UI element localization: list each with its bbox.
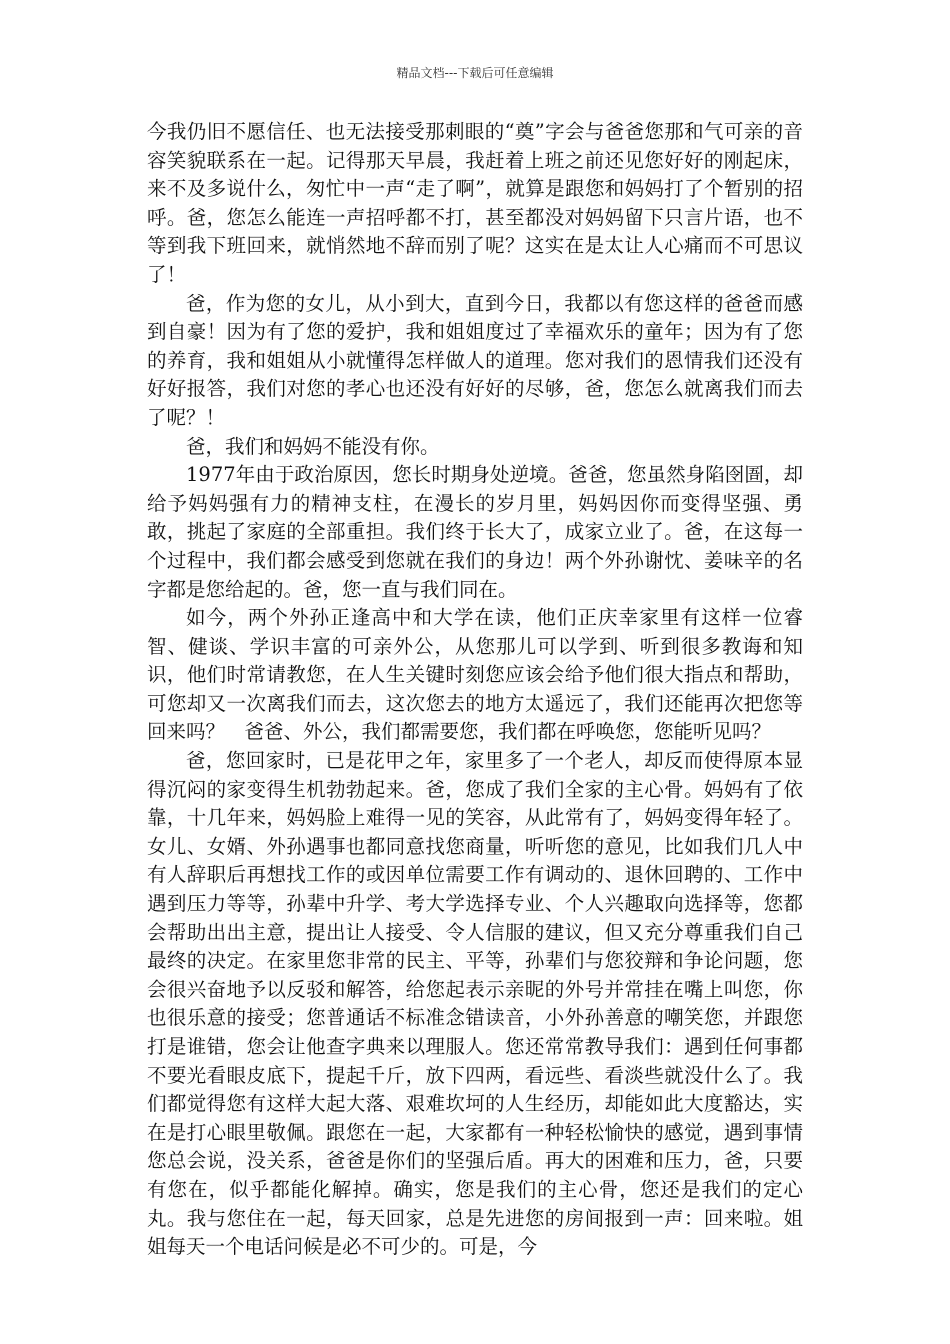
paragraph-6: 爸，您回家时，已是花甲之年，家里多了一个老人，却反而使得原本显得沉闷的家变得生机勃勃起来。爸，您成了我们全家的主心骨。妈妈有了依靠，十几年来，妈妈脸上难得一见的笑容，从此常有了，妈妈变得年轻了。女儿、女婿、外孙遇事也都同意找您商量，听听您的意见，比如我们几人中有人辞职后再想找工作的或因单位需要工作有调动的、退休回聘的、工作中遇到压力等等，孙辈中升学、考大学选择专业、个人兴趣取向选择等，您都会帮助出出主意，提出让人接受、令人信服的建议，但又充分尊重我们自己最终的决定。在家里您非常的民主、平等，孙辈们与您狡辩和争论问题，您会很兴奋地予以反驳和解答，给您起表示亲昵的外号并常挂在嘴上叫您，你也很乐意的接受；您普通话不标准念错读音，小外孙善意的嘲笑您，并跟您打是谁错，您会让他查字典来以理服人。您还常常教导我们：遇到任何事都不要光看眼皮底下，提起千斤，放下四两，看远些、看淡些就没什么了。我们都觉得您有这样大起大落、艰难坎坷的人生经历，却能如此大度豁达，实在是打心眼里敬佩。跟您在一起，大家都有一种轻松愉快的感觉，遇到事情您总会说，没关系，爸爸是你们的坚强后盾。再大的困难和压力，爸，只要有您在，似乎都能化解掉。确实，您是我们的主心骨，您还是我们的定心丸。我与您住在一起，每天回家，总是先进您的房间报到一声：回来啦。姐姐每天一个电话问候是必不可少的。可是，今: [147, 749, 803, 1259]
paragraph-2: 爸，作为您的女儿，从小到大，直到今日，我都以有您这样的爸爸而感到自豪！因为有了您的爱护，我和姐姐度过了幸福欢乐的童年；因为有了您的养育，我和姐姐从小就懂得怎样做人的道理。您对我们的恩情我们还没有好好报答，我们对您的孝心也还没有好好的尽够，爸，您怎么就离我们而去了呢？！: [147, 291, 803, 429]
document-body: [147, 118, 803, 1262]
paragraph-5: 如今，两个外孙正逢高中和大学在读，他们正庆幸家里有这样一位睿智、健谈、学识丰富的可亲外公，从您那儿可以学到、听到很多教诲和知识，他们时常请教您，在人生关键时刻您应该会给予他们很大指点和帮助，可您却又一次离我们而去，这次您去的地方太遥远了，我们还能再次把您等回来吗？ 爸爸、外公，我们都需要您，我们都在呼唤您，您能听见吗？: [147, 606, 803, 744]
paragraph-1: 今我仍旧不愿信任、也无法接受那刺眼的“奠”字会与爸爸您那和气可亲的音容笑貌联系在一起。记得那天早晨，我赶着上班之前还见您好好的刚起床，来不及多说什么，匆忙中一声“走了啊”，就算是跟您和妈妈打了个暂别的招呼。爸，您怎么能连一声招呼都不打，甚至都没对妈妈留下只言片语，也不等到我下班回来，就悄然地不辞而别了呢？这实在是太让人心痛而不可思议了！: [147, 120, 803, 286]
page-header: 精品文档---下载后可任意编辑: [396, 66, 554, 80]
paragraph-3: 爸，我们和妈妈不能没有你。: [186, 434, 440, 458]
paragraph-4: 1977年由于政治原因，您长时期身处逆境。爸爸，您虽然身陷囹圄，却给予妈妈强有力的精神支柱，在漫长的岁月里，妈妈因你而变得坚强、勇敢，挑起了家庭的全部重担。我们终于长大了，成家立业了。爸，在这每一个过程中，我们都会感受到您就在我们的身边！两个外孙谢忱、姜味辛的名字都是您给起的。爸，您一直与我们同在。: [147, 463, 803, 601]
